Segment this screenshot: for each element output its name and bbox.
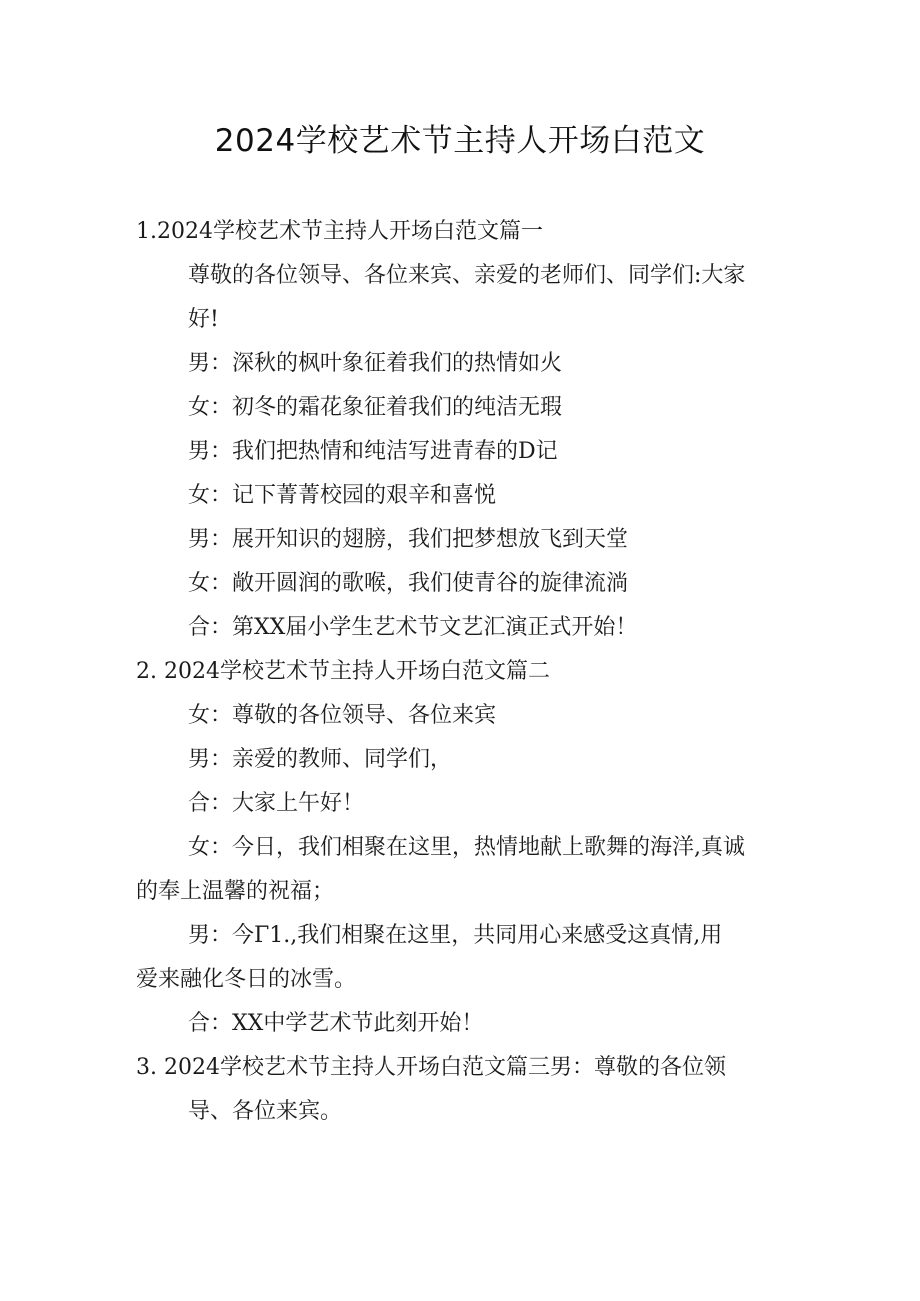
paragraph-line: 尊敬的各位领导、各位来宾、亲爱的老师们、同学们:大家: [188, 263, 746, 288]
dialogue-line: 合：大家上午好！: [188, 791, 365, 816]
dialogue-line: 男：我们把热情和纯洁写进青春的D记: [188, 439, 558, 464]
dialogue-line: 男：深秋的枫叶象征着我们的热情如火: [188, 351, 563, 376]
dialogue-line: 合：XX中学艺术节此刻开始！: [188, 1011, 484, 1036]
dialogue-line: 女：初冬的霜花象征着我们的纯洁无瑕: [188, 395, 563, 420]
dialogue-line: 女：尊敬的各位领导、各位来宾: [188, 703, 497, 728]
dialogue-line-continued: 爱来融化冬日的冰雪。: [136, 967, 357, 992]
dialogue-line: 女：今日，我们相聚在这里，热情地献上歌舞的海洋,真诚: [188, 835, 745, 860]
section-heading-3: 3. 2024学校艺术节主持人开场白范文篇三男：尊敬的各位领: [136, 1055, 726, 1080]
dialogue-line: 男：今Γ1.,我们相聚在这里，共同用心来感受这真情,用: [188, 923, 723, 948]
dialogue-line: 男：亲爱的教师、同学们，: [188, 747, 453, 772]
section-heading-1: 1.2024学校艺术节主持人开场白范文篇一: [136, 219, 543, 244]
dialogue-line: 导、各位来宾。: [188, 1099, 343, 1124]
section-heading-2: 2. 2024学校艺术节主持人开场白范文篇二: [136, 659, 550, 684]
dialogue-line: 女：敞开圆润的歌喉，我们使青谷的旋律流淌: [188, 571, 629, 596]
paragraph-line: 好!: [188, 307, 219, 332]
dialogue-line: 合：第XX届小学生艺术节文艺汇演正式开始！: [188, 615, 638, 640]
dialogue-line: 女：记下菁菁校园的艰辛和喜悦: [188, 483, 497, 508]
document-title: 2024学校艺术节主持人开场白范文: [214, 123, 706, 159]
dialogue-line-continued: 的奉上温馨的祝福；: [136, 879, 335, 904]
dialogue-line: 男：展开知识的翅膀，我们把梦想放飞到天堂: [188, 527, 629, 552]
